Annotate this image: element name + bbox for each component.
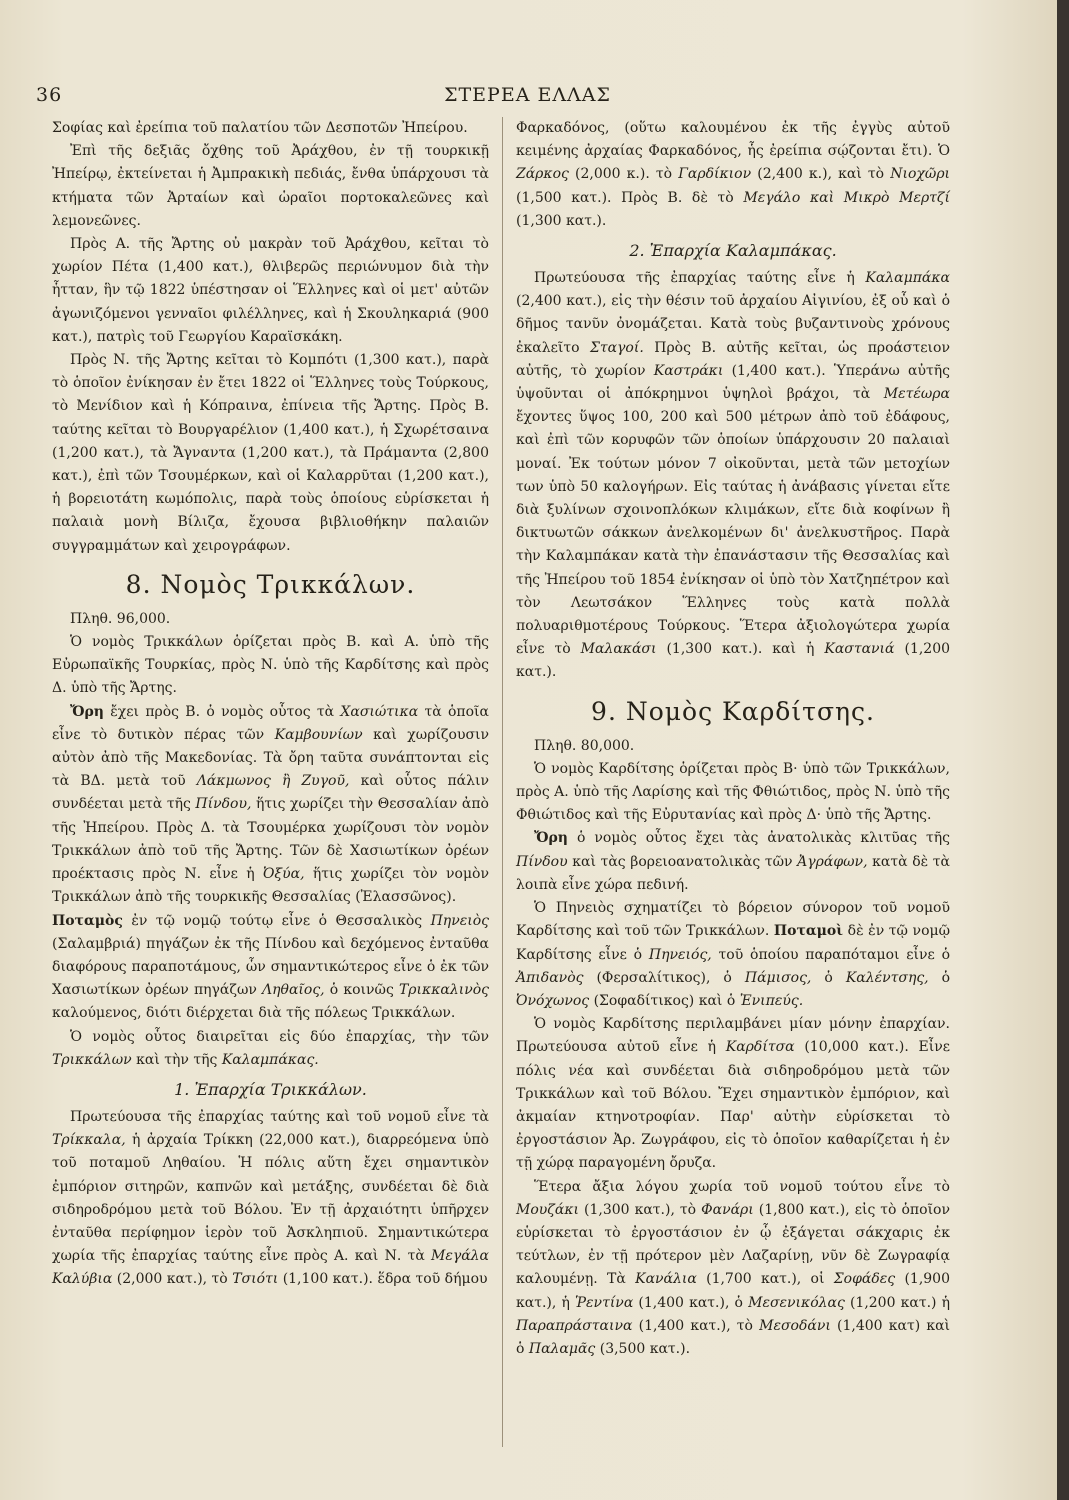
subsection-title-eparchia-trikkalon: 1. Ἐπαρχία Τρικκάλων. <box>174 1079 367 1099</box>
paragraph-karditsa: Ὁ νομὸς Καρδίτσης περιλαμβάνει μίαν μόνην ἐπαρχίαν. Πρωτεύουσα αὐτοῦ εἶνε ἡ Καρδίτσα (10,000 κατ.). Εἶνε πόλις νέα καὶ συνδέεται διὰ σιδηροδρόμου μετὰ τῶν Τρικκάλων καὶ τοῦ Βόλου. Ἔχει σημαντικὸν ἐμπόριον, καὶ ἀκμαίαν κτηνοτροφίαν. Παρ' αὐτὴν εὑρίσκεται τὸ ἐργοστάσιον Ἀρ. Ζωγράφου, εἰς τὸ ὁποῖον καθαρίζεται ἡ ἐν τῇ χώρᾳ παραγομένη ὄρυζα. <box>516 1016 951 1172</box>
population-trikkalon: Πληθ. 96,000. <box>70 610 171 627</box>
paragraph-division: Ὁ νομὸς οὗτος διαιρεῖται εἰς δύο ἐπαρχίας, τὴν τῶν Τρικκάλων καὶ τὴν τῆς Καλαμπάκας. <box>52 1028 489 1068</box>
potamoi-label: Ποταμοὶ <box>773 923 844 940</box>
running-title: ΣΤΕΡΕΑ ΕΛΛΑΣ <box>444 84 611 106</box>
right-column <box>516 117 950 1361</box>
paragraph-potamos-trikkalon: Ποταμὸς ἐν τῷ νομῷ τούτῳ εἶνε ὁ Θεσσαλικὸς Πηνειὸς (Σαλαμβριά) πηγάζων ἐκ τῆς Πίνδου καὶ δεχόμενος ἐνταῦθα διαφόρους παραποτάμους, ὧν σημαντικώτερος εἶνε ὁ ἐκ τῶν Χασιωτίκων ὀρέων πηγάζων Ληθαῖος, ὁ κοινῶς Τρικκαλινὸς καλούμενος, διότι διέρχεται διὰ τῆς πόλεως Τρικκάλων. <box>52 912 489 1022</box>
paragraph-ori-karditsis: Ὄρη ὁ νομὸς οὗτος ἔχει τὰς ἀνατολικὰς κλιτῦας τῆς Πίνδου καὶ τὰς βορειοανατολικὰς τῶν Ἀγράφων, κατὰ δὲ τὰ λοιπὰ εἶνε χώρα πεδινή. <box>516 830 951 893</box>
ori-label: Ὄρη <box>70 703 104 720</box>
paragraph-ori-trikkalon: Ὄρη ἔχει πρὸς Β. ὁ νομὸς οὗτος τὰ Χασιώτικα τὰ ὁποῖα εἶνε τὸ δυτικὸν πέρας τῶν Καμβουνίων καὶ χωρίζουσιν αὐτὸν ἀπὸ τῆς Μακεδονίας. Τὰ ὄρη ταῦτα συνάπτονται εἰς τὰ ΒΔ. μετὰ τοῦ Λάκμωνος ἢ Ζυγοῦ, καὶ οὗτος πάλιν συνδέεται μετὰ τῆς Πίνδου, ἥτις χωρίζει τὴν Θεσσαλίαν ἀπὸ τῆς Ἠπείρου. Πρὸς Δ. τὰ Τσουμέρκα χωρίζουσι τὸν νομὸν Τρικκάλων ἀπὸ τοῦ τῆς Ἄρτης. Τῶν δὲ Χασιωτίκων ὀρέων προέκτασις πρὸς Ν. εἶνε ἡ Ὀξύα, ἥτις χωρίζει τὸν νομὸν Τρικκάλων ἀπὸ τῆς τουρκικῆς Θεσσαλίας (Ἐλασσῶνος). <box>52 703 490 906</box>
paragraph-potamoi-karditsis: Ὁ Πηνειὸς σχηματίζει τὸ βόρειον σύνορον τοῦ νομοῦ Καρδίτσης καὶ τοῦ τῶν Τρικκάλων. Ποταμοὶ δὲ ἐν τῷ νομῷ Καρδίτσης εἶνε ὁ Πηνειός, τοῦ ὁποίου παραπόταμοι εἶνε ὁ Ἀπιδανὸς (Φερσαλίτικος), ὁ Πάμισος, ὁ Καλέντσης, ὁ Ὀνόχωνος (Σοφαδίτικος) καὶ ὁ Ἐνιπεύς. <box>516 900 951 1009</box>
paragraph-villages-karditsis: Ἕτερα ἄξια λόγου χωρία τοῦ νομοῦ τούτου εἶνε τὸ Μουζάκι (1,300 κατ.), τὸ Φανάρι (1,800 κατ.), εἰς τὸ ὁποῖον εὑρίσκεται τὸ ἐργοστάσιον ἐν ᾧ ἐξάγεται σάκχαρις ἐκ τεύτλων, ἐν τῇ πρότερον μὲν Λαζαρίνῃ, νῦν δὲ Ζωγραφίᾳ καλουμένῃ. Τὰ Κανάλια (1,700 κατ.), οἱ Σοφάδες (1,900 κατ.), ἡ Ῥεντίνα (1,400 κατ.), ὁ Μεσενικόλας (1,200 κατ.) ἡ Παραπράσταινα (1,400 κατ.), τὸ Μεσοδάνι (1,400 κατ) καὶ ὁ Παλαμᾶς (3,500 κατ.). <box>516 1178 951 1357</box>
section-title-nomos-karditsis: 9. Νομὸς Καρδίτσης. <box>591 696 875 726</box>
page-header <box>36 80 1019 110</box>
paragraph-eparchia-trikkalon: Πρωτεύουσα τῆς ἐπαρχίας ταύτης καὶ τοῦ νομοῦ εἶνε τὰ Τρίκκαλα, ἡ ἀρχαία Τρίκκη (22,000 κατ.), διαρρεόμενα ὑπὸ τοῦ ποταμοῦ Ληθαίου. Ἡ πόλις αὕτη ἔχει σημαντικὸν ἐμπόριον σιτηρῶν, καπνῶν καὶ μετάξης, συνδέεται δὲ διὰ σιδηροδρόμου μετὰ τοῦ Βόλου. Ἐν τῇ ἀρχαιότητι ὑπῆρχεν ἐνταῦθα περίφημον ἱερὸν τοῦ Ἀσκληπιοῦ. Σημαντικώτερα χωρία τῆς ἐπαρχίας ταύτης εἶνε πρὸς Α. καὶ Ν. τὰ Μεγάλα Καλύβια (2,000 κατ.), τὸ Τσιότι (1,100 κατ.). ἕδρα τοῦ δήμου <box>52 1108 490 1288</box>
paragraph-eparchia-kalampakas: Πρωτεύουσα τῆς ἐπαρχίας ταύτης εἶνε ἡ Καλαμπάκα (2,400 κατ.), εἰς τὴν θέσιν τοῦ ἀρχαίου Αἰγινίου, ἐξ οὗ καὶ ὁ δῆμος τανῦν ὀνομάζεται. Κατὰ τοὺς βυζαντινοὺς χρόνους ἐκαλεῖτο Σταγοί. Πρὸς Β. αὐτῆς κεῖται, ὡς προάστειον αὐτῆς, τὸ χωρίον Καστράκι (1,400 κατ.). Ὑπεράνω αὐτῆς ὑψοῦνται οἱ ἀπόκρημνοι ὑψηλοὶ βράχοι, τὰ Μετέωρα ἔχοντες ὕψος 100, 200 καὶ 500 μέτρων ἀπὸ τοῦ ἐδάφους, καὶ ἐπὶ τῶν κορυφῶν τῶν ὁποίων ὑπάρχουσιν 20 παλαιαὶ μοναί. Ἐκ τούτων μόνον 7 οἰκοῦνται, μετὰ τῶν μετοχίων των ὑπὸ 50 καλογήρων. Εἰς ταύτας ἡ ἀνάβασις γίνεται εἴτε διὰ ξυλίνων σχοινοπλόκων κλιμάκων, εἴτε διὰ κοφίνων ἢ δικτυωτῶν σάκκων ἀνελκομένων δι' ἀνελκυστῆρος. Παρὰ τὴν Καλαμπάκαν κατὰ τὴν ἐπανάστασιν τῆς Θεσσαλίας καὶ τῆς Ἠπείρου τοῦ 1854 ἐνίκησαν οἱ ὑπὸ τὸν Χατζηπέτρον καὶ τὸν Λεωτσάκον Ἕλληνες τοὺς κατὰ πολλὰ πολυαριθμοτέρους Τούρκους. Ἕτερα ἀξιολογώτερα χωρία εἶνε τὸ Μαλακάσι (1,300 κατ.). καὶ ἡ Καστανιά (1,200 κατ.). <box>516 270 951 681</box>
potamos-label: Ποταμὸς <box>52 912 123 929</box>
scan-edge <box>1057 0 1069 1500</box>
left-column <box>52 117 489 1292</box>
paragraph-farkadona: Φαρκαδόνος, (οὕτω καλουμένου ἐκ τῆς ἐγγὺς αὐτοῦ κειμένης ἀρχαίας Φαρκαδόνος, ἧς ἐρείπια σῴζονται ἔτι). Ὁ Ζάρκος (2,000 κ.). τὸ Γαρδίκιον (2,400 κ.), καὶ τὸ Νιοχῶρι (1,500 κατ.). Πρὸς Β. δὲ τὸ Μεγάλο καὶ Μικρὸ Μερτζί (1,300 κατ.). <box>516 120 951 229</box>
paragraph-intro: Σοφίας καὶ ἐρείπια τοῦ παλατίου τῶν Δεσποτῶν Ἠπείρου. <box>52 120 468 136</box>
paragraph-arachthos: Ἐπὶ τῆς δεξιᾶς ὄχθης τοῦ Ἀράχθου, ἐν τῇ τουρκικῇ Ἠπείρῳ, ἐκτείνεται ἡ Ἀμπρακικὴ πεδιάς, ἔνθα ὑπάρχουσι τὰ κτήματα τῶν Ἀρταίων καὶ ὡραῖοι πορτοκαλεῶνες καὶ λεμονεῶνες. <box>52 143 489 229</box>
population-karditsis: Πληθ. 80,000. <box>534 737 635 754</box>
section-title-nomos-trikkalon: 8. Νομὸς Τρικκάλων. <box>125 569 416 599</box>
ori-label-karditsis: Ὄρη <box>534 830 568 847</box>
paragraph-borders-trikkalon: Ὁ νομὸς Τρικκάλων ὁρίζεται πρὸς Β. καὶ Α. ὑπὸ τῆς Εὐρωπαϊκῆς Τουρκίας, πρὸς Ν. ὑπὸ τῆς Καρδίτσης καὶ πρὸς Δ. ὑπὸ τῆς Ἄρτης. <box>52 634 489 697</box>
paragraph-borders-karditsis: Ὁ νομὸς Καρδίτσης ὁρίζεται πρὸς Β· ὑπὸ τῶν Τρικκάλων, πρὸς Α. ὑπὸ τῆς Λαρίσης καὶ τῆς Φθιώτιδος, πρὸς Ν. ὑπὸ τῆς Φθιώτιδος καὶ τῆς Εὐρυτανίας καὶ πρὸς Δ· ὑπὸ τῆς Ἄρτης. <box>516 760 950 824</box>
subsection-title-eparchia-kalampakas: 2. Ἐπαρχία Καλαμπάκας. <box>629 241 837 261</box>
column-divider <box>502 117 503 1447</box>
page-number: 36 <box>36 84 63 106</box>
paragraph-kompoti: Πρὸς Ν. τῆς Ἄρτης κεῖται τὸ Κομπότι (1,300 κατ.), παρὰ τὸ ὁποῖον ἐνίκησαν ἐν ἔτει 1822 οἱ Ἕλληνες τοὺς Τούρκους, τὸ Μενίδιον καὶ ἡ Κόπραινα, ἐπίνεια τῆς Ἄρτης. Πρὸς Β. ταύτης κεῖται τὸ Βουργαρέλιον (1,400 κατ.), ἡ Σχωρέτσαινα (1,200 κατ.), τὰ Ἄγναντα (1,200 κατ.), τὰ Πράμαντα (2,800 κατ.), ἐπὶ τῶν Τσουμέρκων, καὶ οἱ Καλαρρῦται (1,200 κατ.), ἡ βορειοτάτη κωμόπολις, παρὰ τοὺς ὁποίους εὑρίσκεται ἡ παλαιὰ μονὴ Βίλιζα, ἔχουσα βιβλιοθήκην παλαιῶν συγγραμμάτων καὶ χειρογράφων. <box>52 352 489 554</box>
paragraph-peta: Πρὸς Α. τῆς Ἄρτης οὐ μακρὰν τοῦ Ἀράχθου, κεῖται τὸ χωρίον Πέτα (1,400 κατ.), θλιβερῶς περιώνυμον διὰ τὴν ἧτταν, ἣν τῷ 1822 ὑπέστησαν οἱ Ἕλληνες καὶ οἱ μετ' αὐτῶν ἀγωνιζόμενοι γενναῖοι φιλέλληνες, καὶ ἡ Σκουληκαριά (900 κατ.), πατρὶς τοῦ Γεωργίου Καραϊσκάκη. <box>52 236 489 345</box>
